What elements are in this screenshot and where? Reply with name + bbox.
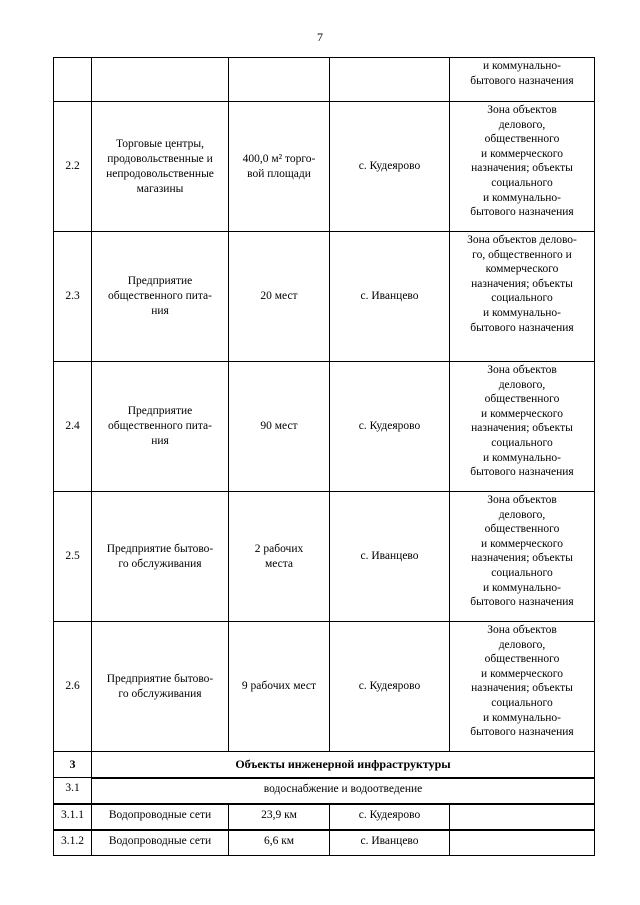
capacity-line: 90 мест xyxy=(260,420,298,432)
name-line: продовольственные и xyxy=(107,152,213,165)
zone-line: бытового назначения xyxy=(470,466,574,479)
name-line: го обслуживания xyxy=(118,687,202,700)
subsection-number: 3.1 xyxy=(54,778,92,804)
zone-line: и коммунально- xyxy=(483,60,561,72)
zone-line: социального xyxy=(491,696,553,709)
name-line: магазины xyxy=(136,182,184,195)
cell-num: 2.6 xyxy=(54,622,92,752)
capacity-line: вой площади xyxy=(247,167,311,180)
cell-location: с. Кудеярово xyxy=(330,102,450,232)
cell-name xyxy=(92,492,229,622)
cell-capacity: 6,6 км xyxy=(229,830,330,856)
name-line: общественного пита- xyxy=(108,420,212,432)
zone-line: общественного xyxy=(484,523,560,536)
name-line: непродовольственные xyxy=(106,167,214,180)
zone-line: бытового назначения xyxy=(470,206,574,219)
capacity-line: 400,0 м² торго- xyxy=(242,152,316,165)
zone-line: общественного xyxy=(484,653,560,666)
cell-capacity xyxy=(229,362,330,492)
name-line: Торговые центры, xyxy=(116,137,204,150)
page-number: 7 xyxy=(317,30,323,44)
zone-line: Зона объектов делово- xyxy=(467,234,577,246)
cell-location: с. Кудеярово xyxy=(330,804,450,830)
table-row xyxy=(54,804,595,830)
cell-location: с. Иванцево xyxy=(330,830,450,856)
zone-line: и коммунально- xyxy=(483,581,561,594)
cell-num: 2.5 xyxy=(54,492,92,622)
cell-capacity xyxy=(229,102,330,232)
cell-capacity xyxy=(229,622,330,752)
zone-line: назначения; объекты xyxy=(471,682,573,695)
name-line: го обслуживания xyxy=(118,557,202,570)
cell-zone xyxy=(450,804,595,830)
name-line: ния xyxy=(151,305,169,317)
zone-line: и коммунально- xyxy=(483,711,561,724)
zone-line: коммерческого xyxy=(485,263,559,276)
zone-line: общественного xyxy=(484,393,560,406)
zone-line: назначения; объекты xyxy=(471,277,573,290)
zone-line: и коммунально- xyxy=(483,191,561,204)
cell-location: с. Иванцево xyxy=(330,232,450,362)
cell-num: 3.1.1 xyxy=(54,804,92,830)
table-row xyxy=(54,232,595,362)
cell-zone xyxy=(450,232,595,362)
cell-name xyxy=(92,58,229,102)
cell-location: с. Кудеярово xyxy=(330,622,450,752)
zone-line: социального xyxy=(491,436,553,449)
zone-line: го, общественного и xyxy=(472,248,572,261)
name-line: общественного пита- xyxy=(108,290,212,302)
cell-capacity xyxy=(229,58,330,102)
name-line: Предприятие xyxy=(127,275,193,287)
cell-capacity: 23,9 км xyxy=(229,804,330,830)
zone-line: и коммерческого xyxy=(481,537,563,550)
zone-line: Зона объектов xyxy=(487,104,557,116)
zone-line: и коммунально- xyxy=(483,451,561,464)
capacity-line: 20 мест xyxy=(260,290,298,302)
table-row xyxy=(54,102,595,232)
zone-line: и коммерческого xyxy=(481,667,563,680)
table-row xyxy=(54,830,595,856)
cell-zone xyxy=(450,622,595,752)
section-number: 3 xyxy=(54,752,92,778)
name-line: Предприятие бытово- xyxy=(106,672,214,685)
zone-line: делового, xyxy=(498,378,546,391)
cell-zone xyxy=(450,492,595,622)
zone-line: бытового назначения xyxy=(470,321,574,334)
name-line: Предприятие xyxy=(127,405,193,417)
zone-line: назначения; объекты xyxy=(471,162,573,175)
objects-table xyxy=(53,57,595,856)
zone-line: социального xyxy=(491,292,553,305)
zone-line: назначения; объекты xyxy=(471,422,573,435)
cell-capacity xyxy=(229,232,330,362)
cell-num: 2.2 xyxy=(54,102,92,232)
subsection-title: водоснабжение и водоотведение xyxy=(92,778,595,804)
table-row xyxy=(54,362,595,492)
zone-line: и коммерческого xyxy=(481,407,563,420)
zone-line: делового, xyxy=(498,118,546,131)
zone-line: бытового назначения xyxy=(470,74,574,87)
zone-line: и коммунально- xyxy=(483,306,561,319)
cell-zone xyxy=(450,830,595,856)
cell-location: с. Иванцево xyxy=(330,492,450,622)
cell-zone xyxy=(450,102,595,232)
table-row xyxy=(54,492,595,622)
subsection-row xyxy=(54,778,595,804)
section-header-row xyxy=(54,752,595,778)
section-title: Объекты инженерной инфраструктуры xyxy=(92,752,595,778)
capacity-line: 9 рабочих мест xyxy=(241,680,317,692)
cell-name xyxy=(92,232,229,362)
cell-zone xyxy=(450,362,595,492)
cell-name: Водопроводные сети xyxy=(92,804,229,830)
cell-num: 3.1.2 xyxy=(54,830,92,856)
cell-location: с. Кудеярово xyxy=(330,362,450,492)
cell-name xyxy=(92,622,229,752)
cell-name xyxy=(92,102,229,232)
cell-location xyxy=(330,58,450,102)
zone-line: делового, xyxy=(498,638,546,651)
cell-capacity xyxy=(229,492,330,622)
cell-name: Водопроводные сети xyxy=(92,830,229,856)
cell-zone xyxy=(450,58,595,102)
cell-name xyxy=(92,362,229,492)
cell-num xyxy=(54,58,92,102)
zone-line: делового, xyxy=(498,508,546,521)
zone-line: Зона объектов xyxy=(487,364,557,376)
capacity-line: места xyxy=(264,557,294,570)
cell-num: 2.4 xyxy=(54,362,92,492)
zone-line: Зона объектов xyxy=(487,494,557,506)
capacity-line: 2 рабочих xyxy=(254,542,304,555)
zone-line: бытового назначения xyxy=(470,596,574,609)
zone-line: и коммерческого xyxy=(481,147,563,160)
name-line: ния xyxy=(151,435,169,447)
zone-line: общественного xyxy=(484,133,560,146)
name-line: Предприятие бытово- xyxy=(106,542,214,555)
cell-num: 2.3 xyxy=(54,232,92,362)
zone-line: бытового назначения xyxy=(470,726,574,739)
zone-line: Зона объектов xyxy=(487,624,557,636)
zone-line: назначения; объекты xyxy=(471,552,573,565)
table-row xyxy=(54,622,595,752)
zone-line: социального xyxy=(491,176,553,189)
table-row-continuation xyxy=(54,58,595,102)
zone-line: социального xyxy=(491,566,553,579)
